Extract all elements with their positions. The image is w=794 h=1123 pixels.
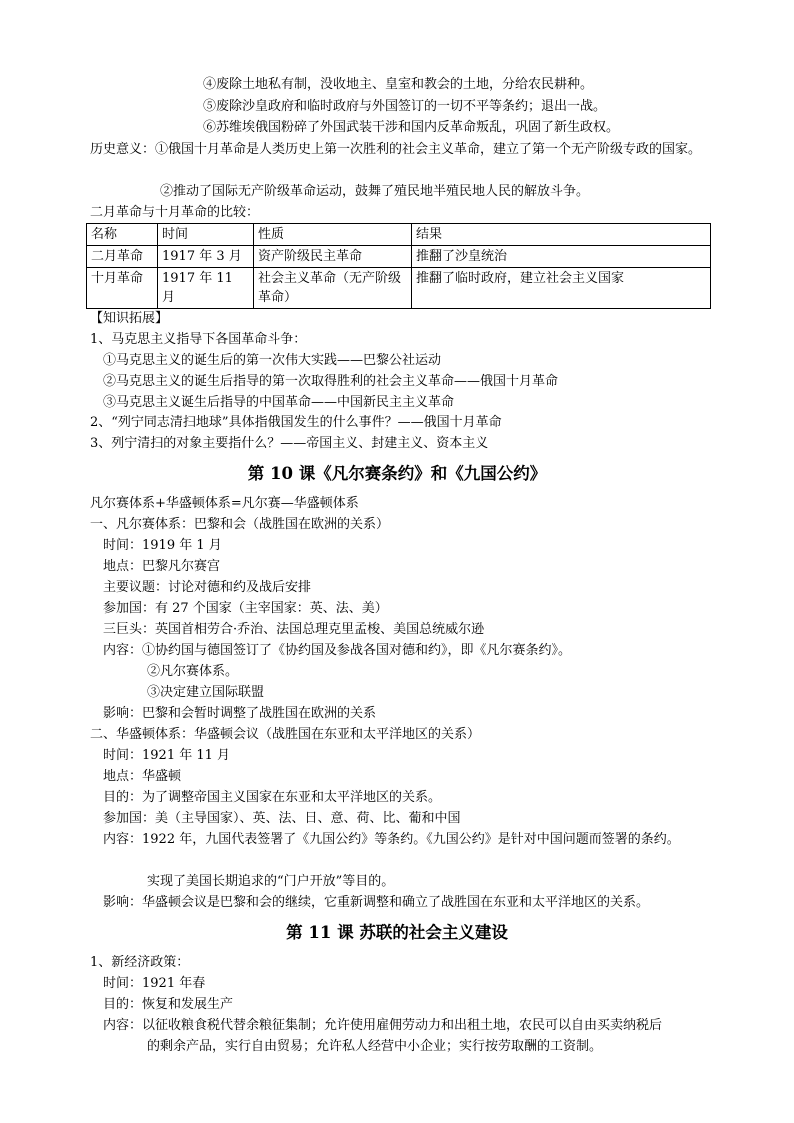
versailles-content-3: ③决定建立国际联盟 bbox=[147, 685, 265, 700]
versailles-content-2: ②凡尔赛体系。 bbox=[147, 664, 239, 679]
table-cell: 十月革命 bbox=[87, 268, 158, 309]
historical-significance-1: 历史意义：①俄国十月革命是人类历史上第一次胜利的社会主义革命，建立了第一个无产阶级专政的国家。 bbox=[90, 142, 702, 157]
versailles-topic: 主要议题：讨论对德和约及战后安排 bbox=[103, 580, 312, 595]
table-header-cell: 时间 bbox=[158, 224, 254, 246]
extension-q3: 3、列宁清扫的对象主要指什么？——帝国主义、封建主义、资本主义 bbox=[90, 436, 489, 451]
extension-q1-b: ②马克思主义的诞生后指导的第一次取得胜利的社会主义革命——俄国十月革命 bbox=[103, 374, 559, 389]
washington-content-1 bbox=[103, 830, 703, 850]
table-header-cell: 结果 bbox=[412, 224, 711, 246]
versailles-big-three: 三巨头：英国首相劳合·乔治、法国总理克里孟梭、美国总统威尔逊 bbox=[103, 622, 485, 637]
washington-goal: 目的：为了调整帝国主义国家在东亚和太平洋地区的关系。 bbox=[103, 790, 442, 805]
washington-impact: 影响：华盛顿会议是巴黎和会的继续，它重新调整和确立了战胜国在东亚和太平洋地区的关系。 bbox=[103, 895, 650, 910]
table-cell: 1917 年 11 月 bbox=[158, 268, 254, 309]
versailles-content-1: 内容：①协约国与德国签订了《协约国及参战各国对德和约》，即《凡尔赛条约》。 bbox=[103, 643, 572, 658]
table-cell: 推翻了沙皇统治 bbox=[412, 246, 711, 268]
versailles-section-heading: 一、凡尔赛体系：巴黎和会（战胜国在欧洲的关系） bbox=[90, 517, 390, 532]
lesson-10-title: 第 10 课《凡尔赛条约》和《九国公约》 bbox=[247, 464, 547, 483]
table-cell: 1917 年 3 月 bbox=[158, 246, 254, 268]
table-header-cell: 性质 bbox=[254, 224, 412, 246]
versailles-place: 地点：巴黎凡尔赛宫 bbox=[103, 559, 221, 574]
nep-goal: 目的：恢复和发展生产 bbox=[103, 997, 234, 1012]
washington-content-text: 内容：1922 年，九国代表签署了《九国公约》等条约。《九国公约》是针对中国问题而签署的条约。 bbox=[103, 832, 680, 847]
extension-q1-a: ①马克思主义的诞生后的第一次伟大实践——巴黎公社运动 bbox=[103, 353, 442, 368]
revolution-comparison-table bbox=[86, 223, 711, 309]
washington-time: 时间：1921 年 11 月 bbox=[103, 748, 231, 763]
historical-significance-2: ②推动了国际无产阶级革命运动，鼓舞了殖民地半殖民地人民的解放斗争。 bbox=[160, 184, 590, 199]
lesson-11-title: 第 11 课 苏联的社会主义建设 bbox=[286, 923, 508, 942]
nep-content-1: 内容：以征收粮食税代替余粮征集制；允许使用雇佣劳动力和出租土地，农民可以自由买卖纳税后 bbox=[103, 1018, 663, 1033]
table-row bbox=[87, 268, 711, 309]
measure-item-6: ⑥苏维埃俄国粉碎了外国武装干涉和国内反革命叛乱，巩固了新生政权。 bbox=[203, 120, 620, 135]
washington-content-2: 实现了美国长期追求的“门户开放”等目的。 bbox=[147, 874, 395, 889]
nep-content-2: 的剩余产品，实行自由贸易；允许私人经营中小企业；实行按劳取酬的工资制。 bbox=[147, 1039, 603, 1054]
lesson-10-intro: 凡尔赛体系+华盛顿体系=凡尔赛—华盛顿体系 bbox=[90, 496, 359, 511]
measure-item-4: ④废除土地私有制，没收地主、皇室和教会的土地，分给农民耕种。 bbox=[203, 77, 594, 92]
table-cell: 推翻了临时政府，建立社会主义国家 bbox=[412, 268, 711, 309]
extension-q1: 1、马克思主义指导下各国革命斗争： bbox=[90, 332, 307, 347]
table-header-row bbox=[87, 224, 711, 246]
nep-time: 时间：1921 年春 bbox=[103, 976, 206, 991]
measure-item-5: ⑤废除沙皇政府和临时政府与外国签订的一切不平等条约；退出一战。 bbox=[203, 99, 607, 114]
table-cell: 社会主义革命（无产阶级革命） bbox=[254, 268, 412, 309]
table-cell: 资产阶级民主革命 bbox=[254, 246, 412, 268]
comparison-title: 二月革命与十月革命的比较： bbox=[90, 205, 260, 220]
table-cell: 二月革命 bbox=[87, 246, 158, 268]
washington-place: 地点：华盛顿 bbox=[103, 769, 182, 784]
washington-members: 参加国：美（主导国家）、英、法、日、意、荷、比、葡和中国 bbox=[103, 811, 461, 826]
table-header-cell: 名称 bbox=[87, 224, 158, 246]
table-row bbox=[87, 246, 711, 268]
versailles-time: 时间：1919 年 1 月 bbox=[103, 538, 222, 553]
versailles-members: 参加国：有 27 个国家（主宰国家：英、法、美） bbox=[103, 601, 388, 616]
knowledge-extension-title: 【知识拓展】 bbox=[90, 311, 169, 326]
washington-section-heading: 二、华盛顿体系：华盛顿会议（战胜国在东亚和太平洋地区的关系） bbox=[90, 727, 481, 742]
extension-q1-c: ③马克思主义诞生后指导的中国革命——中国新民主主义革命 bbox=[103, 395, 455, 410]
versailles-impact: 影响：巴黎和会暂时调整了战胜国在欧洲的关系 bbox=[103, 706, 377, 721]
nep-heading: 1、新经济政策： bbox=[90, 955, 190, 970]
extension-q2: 2、“列宁同志清扫地球”具体指俄国发生的什么事件？——俄国十月革命 bbox=[90, 415, 502, 430]
